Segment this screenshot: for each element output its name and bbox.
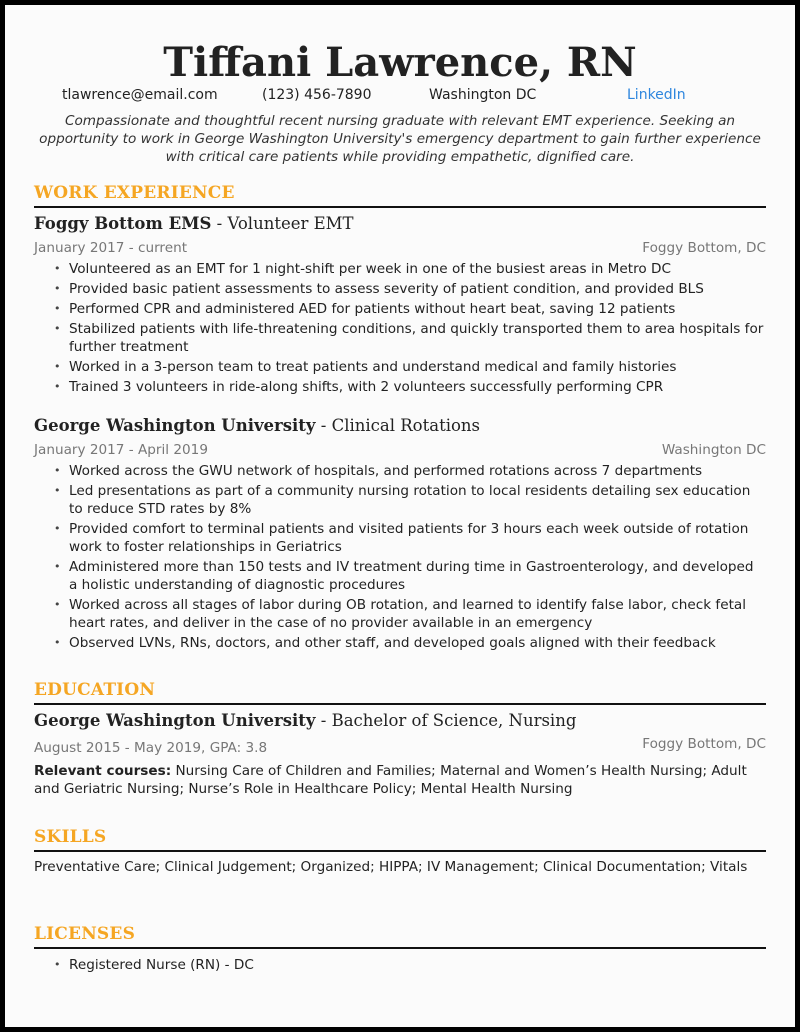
bullet: • Performed CPR and administered AED for patients without heart beat, saving 12 patients xyxy=(34,300,766,318)
section-heading-skills: SKILLS xyxy=(34,827,766,852)
section-heading-licenses: LICENSES xyxy=(34,924,766,949)
bullet: • Provided comfort to terminal patients and visited patients for 3 hours each week outside of rotation work to foster relationships in Geriatrics xyxy=(34,520,766,556)
email[interactable]: tlawrence@email.com xyxy=(62,87,218,103)
bullet: • Volunteered as an EMT for 1 night-shift per week in one of the busiest areas in Metro DC xyxy=(34,260,766,278)
relevant-courses xyxy=(34,762,766,798)
job-location: Washington DC xyxy=(661,442,766,458)
skills-list: Preventative Care; Clinical Judgement; Organized; HIPPA; IV Management; Clinical Documentation; Vitals xyxy=(34,859,748,875)
bullet: • Provided basic patient assessments to assess severity of patient condition, and provided BLS xyxy=(34,280,766,298)
summary: Compassionate and thoughtful recent nursing graduate with relevant EMT experience. Seeking an opportunity to work in George Washington University's emergency department to gain further experience with critical care patients while providing empathetic, dignified care. xyxy=(39,113,761,165)
bullet: • Observed LVNs, RNs, doctors, and other staff, and developed goals aligned with their feedback xyxy=(34,634,766,652)
education-title xyxy=(34,711,766,730)
education-location: Foggy Bottom, DC xyxy=(642,736,766,752)
job-meta xyxy=(34,442,766,458)
bullet: • Administered more than 150 tests and IV treatment during time in Gastroenterology, and developed a holistic understanding of diagnostic procedures xyxy=(34,558,766,594)
job-dates: January 2017 - April 2019 xyxy=(34,442,208,458)
education-meta xyxy=(34,736,766,756)
job-title xyxy=(34,214,766,233)
job-title xyxy=(34,416,766,435)
job-role: - Volunteer EMT xyxy=(211,214,354,233)
candidate-name: Tiffani Lawrence, RN xyxy=(163,39,637,86)
resume-page xyxy=(5,5,795,1027)
job-bullets xyxy=(34,462,766,654)
location: Washington DC xyxy=(429,87,537,103)
bullet: • Worked across the GWU network of hospitals, and performed rotations across 7 departments xyxy=(34,462,766,480)
section-heading-work-experience: WORK EXPERIENCE xyxy=(34,183,766,208)
courses-label: Relevant courses: xyxy=(34,763,172,779)
job-dates: January 2017 - current xyxy=(34,240,188,256)
job-role: - Clinical Rotations xyxy=(315,416,481,435)
license-item: • Registered Nurse (RN) - DC xyxy=(34,956,766,974)
bullet: • Stabilized patients with life-threatening conditions, and quickly transported them to area hospitals for further treatment xyxy=(34,320,766,356)
job-meta xyxy=(34,240,766,256)
phone: (123) 456-7890 xyxy=(262,87,372,103)
courses-list: Nursing Care of Children and Families; Maternal and Women’s Health Nursing; Adult and Geriatric Nursing; Nurse’s Role in Healthcare Policy; Mental Health Nursing xyxy=(34,763,747,797)
job-org: Foggy Bottom EMS xyxy=(34,214,212,233)
section-heading-education: EDUCATION xyxy=(34,680,766,705)
linkedin-link[interactable]: LinkedIn xyxy=(627,87,686,103)
job-location: Foggy Bottom, DC xyxy=(642,240,766,256)
contact-row xyxy=(34,87,766,107)
job-org: George Washington University xyxy=(34,416,316,435)
bullet: • Led presentations as part of a community nursing rotation to local residents detailing sex education to reduce STD rates by 8% xyxy=(34,482,766,518)
education-degree: - Bachelor of Science, Nursing xyxy=(315,711,577,730)
job-bullets xyxy=(34,260,766,398)
licenses-list xyxy=(34,956,766,976)
bullet: • Trained 3 volunteers in ride-along shifts, with 2 volunteers successfully performing CPR xyxy=(34,378,766,396)
bullet: • Worked in a 3-person team to treat patients and understand medical and family histories xyxy=(34,358,766,376)
education-org: George Washington University xyxy=(34,711,316,730)
education-dates: August 2015 - May 2019, GPA: 3.8 xyxy=(34,740,268,756)
bullet: • Worked across all stages of labor during OB rotation, and learned to identify false labor, check fetal heart rates, and deliver in the case of no provider available in an emergency xyxy=(34,596,766,632)
